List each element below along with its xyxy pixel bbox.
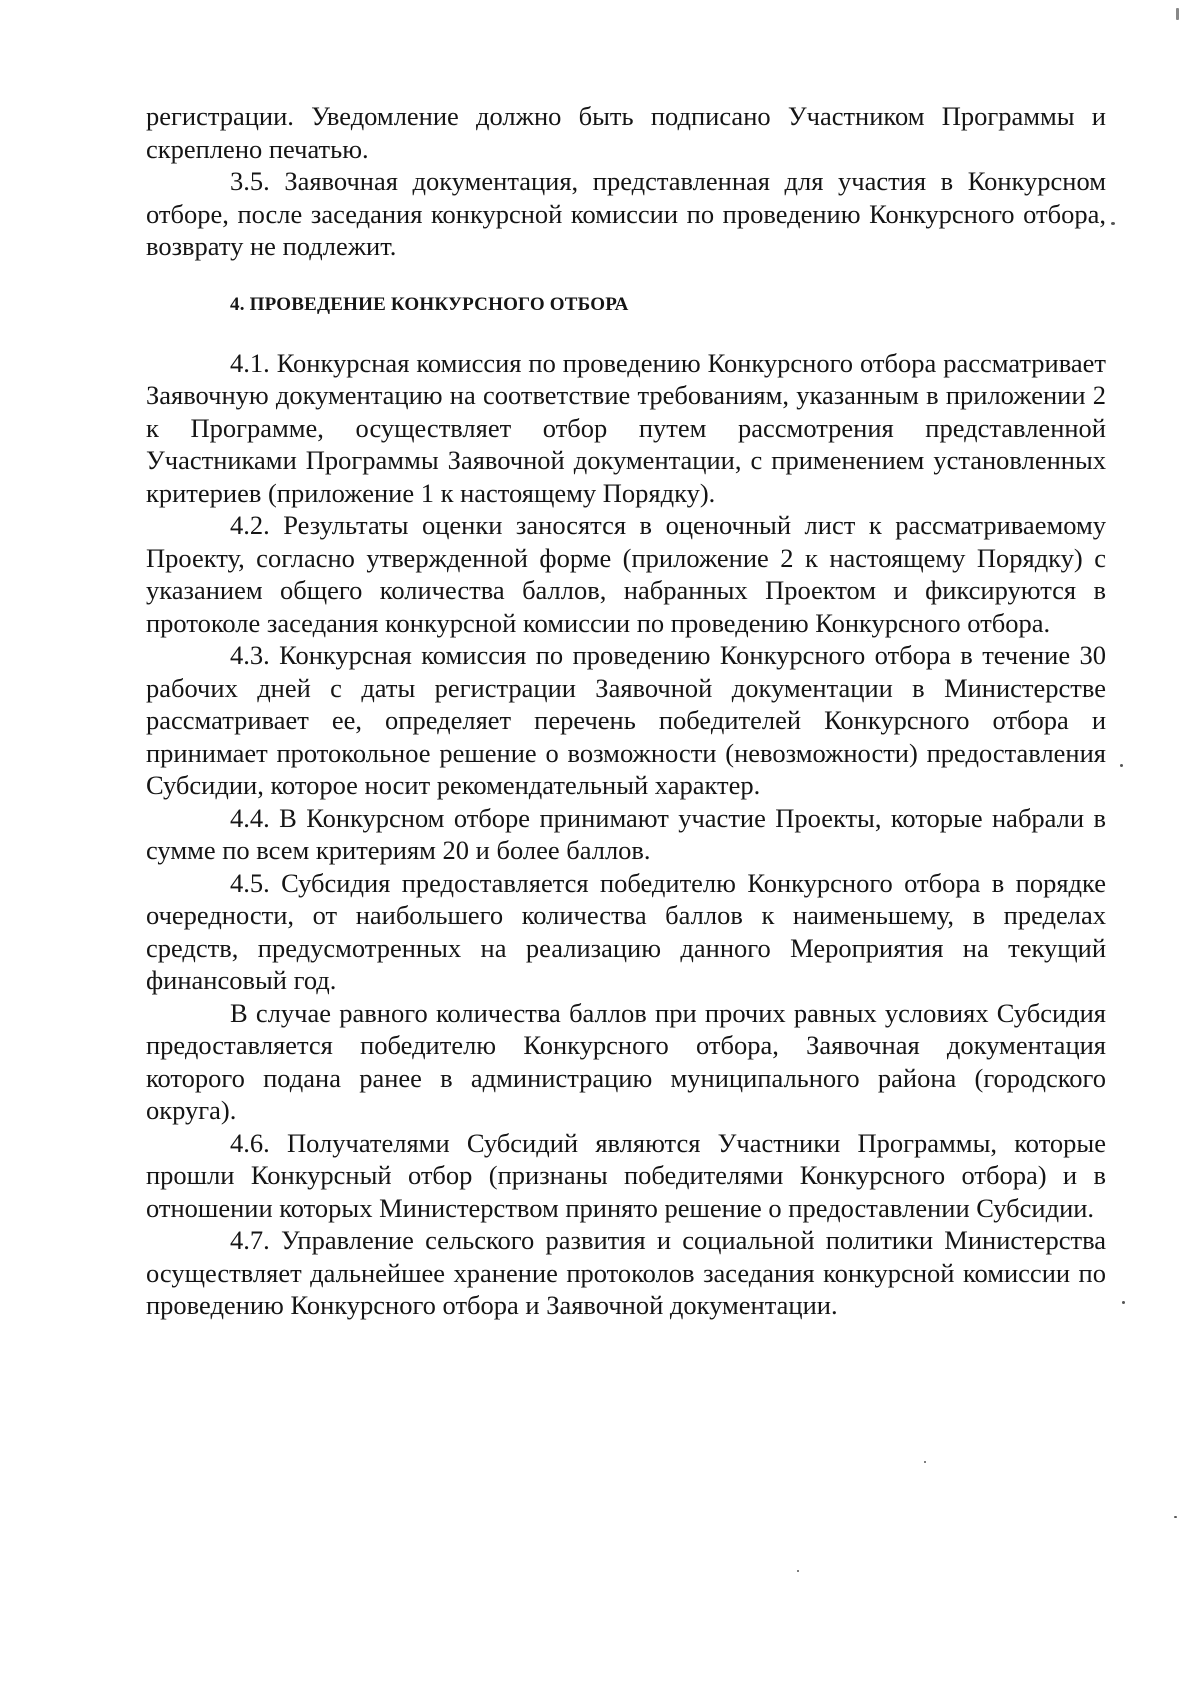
- paragraph-4-3: 4.3. Конкурсная комиссия по проведению Конкурсного отбора в течение 30 рабочих дней с даты регистрации Заявочной документации в Министерстве рассматривает ее, определяет перечень победителей Конкурсного отбора и принимает протокольное решение о возможности (невозможности) предоставления Субсидии, которое носит рекомендательный характер.: [146, 640, 1106, 800]
- paragraph-4-1: 4.1. Конкурсная комиссия по проведению Конкурсного отбора рассматривает Заявочную документацию на соответствие требованиям, указанным в приложении 2 к Программе, осуществляет отбор путем рассмотрения представленной Участниками Программы Заявочной документации, с применением установленных критериев (приложение 1 к настоящему Порядку).: [146, 347, 1106, 508]
- paragraph-4-7: 4.7. Управление сельского развития и социальной политики Министерства осуществляет дальнейшее хранение протоколов заседания конкурсной комиссии по проведению Конкурсного отбора и Заявочной документации.: [146, 1225, 1106, 1320]
- paragraph-4-4: 4.4. В Конкурсном отборе принимают участие Проекты, которые набрали в сумме по всем критериям 20 и более баллов.: [146, 802, 1106, 865]
- paragraph-4-6: 4.6. Получателями Субсидий являются Участники Программы, которые прошли Конкурсный отбор (признаны победителями Конкурсного отбора) и в отношении которых Министерством принято решение о предоставлении Субсидии.: [146, 1127, 1106, 1223]
- scan-speck: [1174, 1516, 1177, 1518]
- section-heading: 4. ПРОВЕДЕНИЕ КОНКУРСНОГО ОТБОРА: [230, 293, 629, 315]
- scan-speck: [1120, 764, 1123, 767]
- scan-speck: [1122, 1301, 1125, 1304]
- intro-paragraph: регистрации. Уведомление должно быть подписано Участником Программы и скреплено печатью.: [146, 101, 1106, 164]
- scan-speck: [1111, 222, 1115, 225]
- scan-speck: [1176, 8, 1179, 20]
- paragraph-4-2: 4.2. Результаты оценки заносятся в оценочный лист к рассматриваемому Проекту, согласно утвержденной форме (приложение 2 к настоящему Порядку) с указанием общего количества баллов, набранных Проектом и фиксируются в протоколе заседания конкурсной комиссии по проведению Конкурсного отбора.: [146, 510, 1106, 638]
- paragraph-3-5: 3.5. Заявочная документация, представленная для участия в Конкурсном отборе, после заседания конкурсной комиссии по проведению Конкурсного отбора, возврату не подлежит.: [146, 166, 1106, 261]
- scan-speck: [797, 1570, 799, 1572]
- paragraph-4-5: 4.5. Субсидия предоставляется победителю Конкурсного отбора в порядке очередности, от наибольшего количества баллов к наименьшему, в пределах средств, предусмотренных на реализацию данного Мероприятия на текущий финансовый год.: [146, 867, 1106, 995]
- paragraph-4-5-continued: В случае равного количества баллов при прочих равных условиях Субсидия предоставляется победителю Конкурсного отбора, Заявочная документация которого подана ранее в администрацию муниципального района (городского округа).: [146, 997, 1106, 1125]
- document-body: [146, 100, 1106, 1322]
- scan-speck: [924, 1461, 926, 1463]
